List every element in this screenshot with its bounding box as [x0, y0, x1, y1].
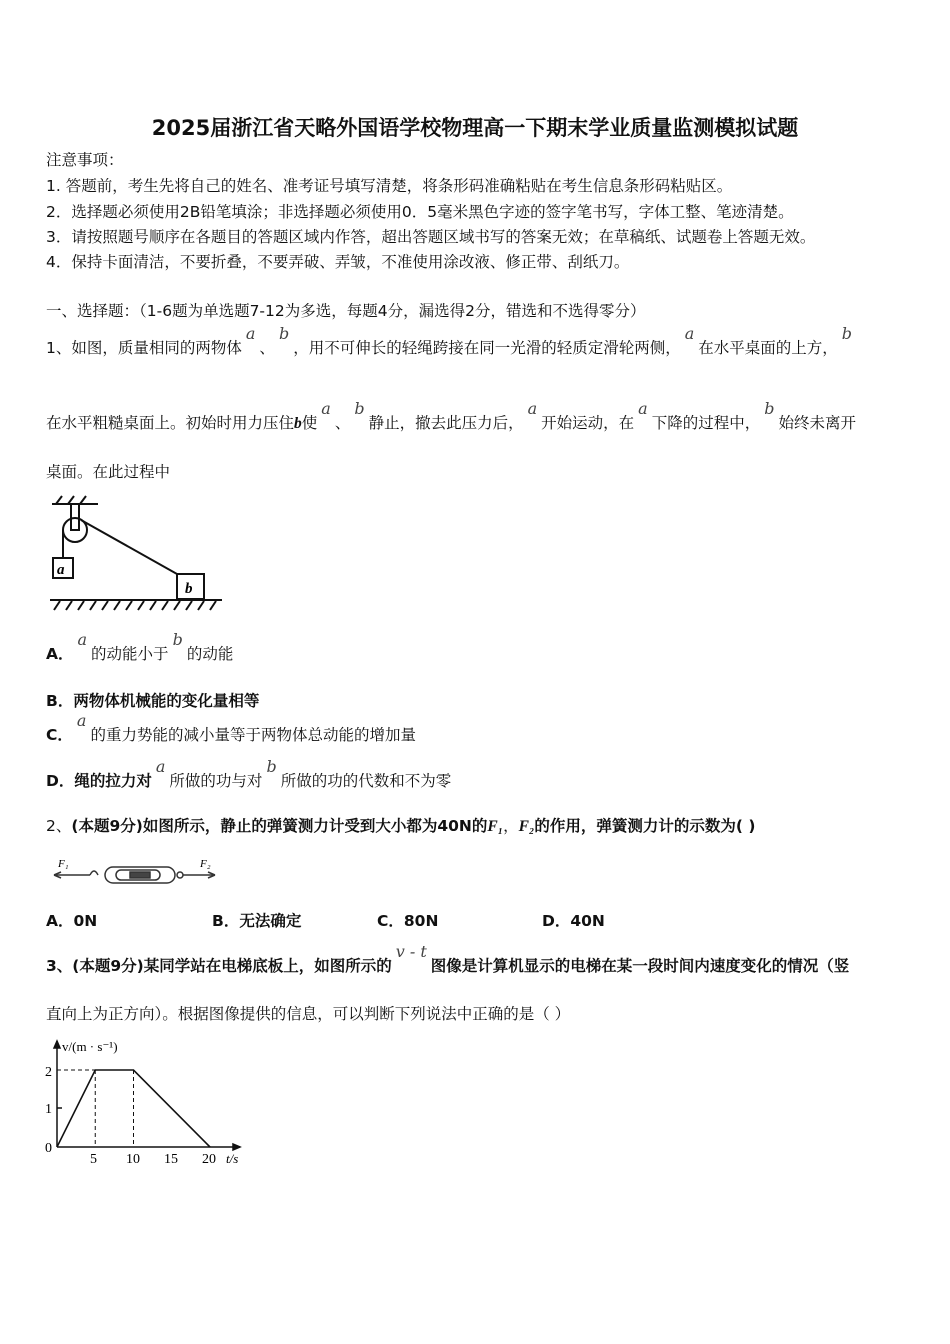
text: D．绳的拉力对 [46, 772, 152, 790]
var-b: b [172, 630, 183, 649]
var-a: a [76, 711, 87, 730]
text: ，用不可伸长的轻绳跨接在同一光滑的轻质定滑轮两侧， [293, 339, 681, 357]
q3-stem-line1 [46, 942, 850, 976]
var-b: b [294, 415, 302, 432]
var-a: a [245, 324, 256, 343]
q1-stem-line1 [46, 324, 856, 358]
rope-b [81, 520, 177, 574]
label-f2: F₂ [200, 858, 211, 870]
ring [177, 872, 183, 878]
text: 开始运动，在 [541, 414, 635, 432]
text: 的动能 [186, 645, 234, 663]
q2-option-a[interactable]: A．0N [46, 912, 98, 930]
text: (本题9分)如图所示，静止的弹簧测力计受到大小都为40N的 [71, 817, 488, 835]
q1-option-a[interactable] [46, 630, 234, 664]
force-f2: F₂ [518, 818, 535, 835]
text: C． [46, 726, 73, 744]
text: 2、 [46, 817, 72, 835]
q2-option-d[interactable]: D．40N [542, 912, 605, 930]
y-tick-label: 1 [45, 1102, 52, 1117]
q3-stem-line2: 直向上为正方向）。根据图像提供的信息，可以判断下列说法中正确的是（ ） [46, 1005, 571, 1023]
var-b: b [266, 757, 277, 776]
q2-stem [46, 816, 755, 837]
x-axis-label: t/s [226, 1151, 239, 1166]
notice-item: 2．选择题必须使用2B铅笔填涂；非选择题必须使用0．5毫米黑色字迹的签字笔书写，字体工整、笔迹清楚。 [46, 203, 794, 221]
q1-option-c[interactable] [46, 711, 416, 745]
spring [130, 872, 150, 878]
vt-graph [40, 1035, 260, 1170]
text: 的重力势能的减小量等于两物体总动能的增加量 [90, 726, 416, 744]
text: 的作用，弹簧测力计的示数为( ) [534, 817, 756, 835]
notice-item: 3．请按照题号顺序在各题目的答题区域内作答，超出答题区域书写的答案无效；在草稿纸、试题卷上答题无效。 [46, 228, 816, 246]
y-tick-label: 0 [45, 1141, 52, 1156]
text: 在水平桌面的上方， [698, 339, 838, 357]
var-a: a [155, 757, 166, 776]
text: A． [46, 645, 74, 663]
label-b: b [185, 581, 193, 597]
text: 始终未离开 [778, 414, 856, 432]
x-axis-arrow [233, 1144, 240, 1150]
y-axis-arrow [54, 1041, 60, 1048]
q2-option-b[interactable]: B．无法确定 [212, 912, 302, 930]
q1-stem-line3: 桌面。在此过程中 [46, 463, 171, 481]
q1-option-b[interactable] [46, 689, 259, 711]
notice-item: 4．保持卡面清洁，不要折叠，不要弄破、弄皱，不准使用涂改液、修正带、刮纸刀。 [46, 253, 630, 271]
text: ， [503, 817, 519, 835]
label-a: a [57, 562, 65, 578]
text: 所做的功的代数和不为零 [280, 772, 452, 790]
x-tick-label: 5 [90, 1152, 97, 1167]
y-axis-label: v/(m · s⁻¹) [62, 1039, 118, 1054]
text: 所做的功与对 [169, 772, 263, 790]
q1-stem-line2 [46, 399, 856, 434]
q1-option-d[interactable] [46, 757, 452, 791]
section-heading: 一、选择题：（1-6题为单选题7-12为多选，每题4分，漏选得2分，错选和不选得零分） [46, 302, 646, 320]
x-tick-label: 20 [202, 1152, 216, 1167]
spring-scale-diagram [50, 855, 220, 890]
text: 使 [301, 414, 318, 432]
var-b: b [764, 399, 775, 418]
q2-option-c[interactable]: C．80N [377, 912, 439, 930]
label-f1: F₁ [58, 858, 69, 870]
var-a: a [684, 324, 695, 343]
x-tick-label: 15 [164, 1152, 178, 1167]
force-f1: F₁ [487, 818, 504, 835]
var-b: b [841, 324, 853, 343]
page-title: 2025届浙江省天略外国语学校物理高一下期末学业质量监测模拟试题 [151, 116, 799, 140]
table-hatch [54, 601, 216, 610]
x-tick-label: 10 [126, 1152, 140, 1167]
var-a: a [527, 399, 538, 418]
text: 的动能小于 [91, 645, 169, 663]
var-b: b [354, 399, 365, 418]
text: 、 [259, 339, 275, 357]
y-tick-label: 2 [45, 1065, 52, 1080]
var-a: a [77, 630, 88, 649]
var-a: a [638, 399, 648, 418]
var-a: a [321, 399, 331, 418]
text: 静止，撤去此压力后， [368, 414, 524, 432]
pulley-diagram [40, 490, 240, 620]
ceiling-hatch [56, 496, 86, 504]
hook [90, 871, 98, 875]
notice-item: 1. 答题前，考生先将自己的姓名、准考证号填写清楚，将条形码准确粘贴在考生信息条形码粘贴区。 [46, 177, 733, 195]
text: 、 [334, 414, 351, 432]
notice-heading: 注意事项： [46, 151, 124, 169]
text: 在水平粗糙桌面上。初始时用力压住 [46, 414, 295, 432]
text: 下降的过程中， [651, 414, 761, 432]
text: B．两物体机械能的变化量相等 [46, 692, 260, 710]
var-vt: v - t [395, 942, 427, 961]
text: 3、(本题9分)某同学站在电梯底板上，如图所示的 [46, 957, 392, 975]
var-b: b [278, 324, 290, 343]
text: 1、如图，质量相同的两物体 [46, 339, 242, 357]
text: 图像是计算机显示的电梯在某一段时间内速度变化的情况（竖 [430, 957, 850, 975]
